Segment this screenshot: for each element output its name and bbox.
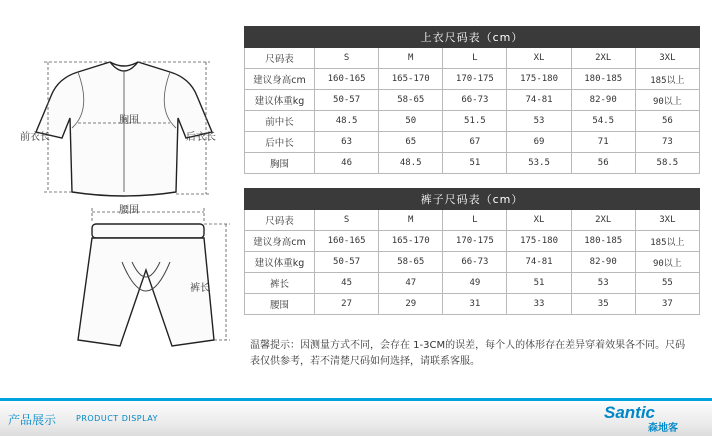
garment-illustration [0,0,240,380]
table-cell: 160-165 [315,231,379,252]
table-cell: 31 [443,294,507,315]
table-cell: 48.5 [315,111,379,132]
table-cell: 67 [443,132,507,153]
table-cell: 37 [635,294,699,315]
table-cell: 56 [635,111,699,132]
table-cell: 73 [635,132,699,153]
sizing-note: 温馨提示：因测量方式不同，会存在 1-3CM的误差，每个人的体形存在差异穿着效果各不同。尺码表仅供参考，若不清楚尺码如何选择，请联系客服。 [250,340,686,367]
table-header-cell: S [315,210,379,231]
table-header-cell: S [315,48,379,69]
table-cell: 51.5 [443,111,507,132]
table-cell: 90以上 [635,252,699,273]
table-row [245,252,700,273]
table-cell: 建议体重kg [245,90,315,111]
table-cell: 29 [379,294,443,315]
table-cell: 63 [315,132,379,153]
pants-size-table [244,188,700,315]
table-cell: 48.5 [379,153,443,174]
table-header-cell: XL [507,48,571,69]
size-diagram [0,0,240,380]
table-cell: 185以上 [635,69,699,90]
brand-name: Santic [604,403,656,422]
table-cell: 35 [571,294,635,315]
table-title-row [245,27,700,48]
table-cell: 后中长 [245,132,315,153]
table-cell: 160-165 [315,69,379,90]
table-row [245,111,700,132]
table-cell: 胸围 [245,153,315,174]
table-header-row [245,48,700,69]
table-cell: 74-81 [507,90,571,111]
table-cell: 185以上 [635,231,699,252]
table-cell: 50-57 [315,252,379,273]
table-cell: 82-90 [571,90,635,111]
table-cell: 27 [315,294,379,315]
table-header-cell: M [379,210,443,231]
table-cell: 175-180 [507,69,571,90]
table-cell: 47 [379,273,443,294]
table-cell: 建议身高cm [245,231,315,252]
table-cell: 175-180 [507,231,571,252]
table-cell: 50 [379,111,443,132]
tops-table-title: 上衣尺码表（cm） [245,27,700,48]
pants-length-label: 裤长 [190,283,210,294]
table-cell: 33 [507,294,571,315]
table-cell: 45 [315,273,379,294]
table-header-cell: 3XL [635,210,699,231]
front-length-label: 前衣长 [20,132,50,143]
table-cell: 55 [635,273,699,294]
table-cell: 180-185 [571,231,635,252]
table-title-row [245,189,700,210]
table-header-cell: M [379,48,443,69]
waist-label: 腰围 [119,205,139,216]
table-cell: 49 [443,273,507,294]
brand-name-cn: 森地客 [648,423,678,433]
table-cell: 58-65 [379,252,443,273]
footer-bar [0,398,712,436]
table-row [245,90,700,111]
table-cell: 66-73 [443,252,507,273]
table-header-cell: L [443,48,507,69]
table-header-cell: 2XL [571,210,635,231]
table-row [245,273,700,294]
table-header-cell: L [443,210,507,231]
table-cell: 66-73 [443,90,507,111]
table-cell: 53 [571,273,635,294]
table-cell: 裤长 [245,273,315,294]
santic-logo [602,401,702,433]
table-cell: 56 [571,153,635,174]
table-cell: 建议身高cm [245,69,315,90]
table-row [245,153,700,174]
table-header-cell: 2XL [571,48,635,69]
table-cell: 90以上 [635,90,699,111]
table-row [245,69,700,90]
table-cell: 51 [443,153,507,174]
table-cell: 53.5 [507,153,571,174]
table-cell: 165-170 [379,231,443,252]
table-header-row [245,210,700,231]
table-cell: 50-57 [315,90,379,111]
table-cell: 170-175 [443,69,507,90]
table-row [245,294,700,315]
table-cell: 71 [571,132,635,153]
pants-table-title: 裤子尺码表（cm） [245,189,700,210]
table-cell: 82-90 [571,252,635,273]
table-cell: 建议体重kg [245,252,315,273]
back-length-label: 后衣长 [186,132,216,143]
table-cell: 180-185 [571,69,635,90]
chest-label: 胸围 [119,115,139,126]
table-cell: 51 [507,273,571,294]
table-cell: 58-65 [379,90,443,111]
tops-size-table [244,26,700,174]
table-cell: 前中长 [245,111,315,132]
table-cell: 腰围 [245,294,315,315]
table-cell: 69 [507,132,571,153]
table-row [245,231,700,252]
table-cell: 74-81 [507,252,571,273]
table-cell: 53 [507,111,571,132]
table-header-cell: 尺码表 [245,210,315,231]
table-header-cell: 3XL [635,48,699,69]
table-header-cell: 尺码表 [245,48,315,69]
section-title-cn: 产品展示 [8,413,57,427]
table-row [245,132,700,153]
section-title-en: PRODUCT DISPLAY [76,414,159,423]
table-cell: 165-170 [379,69,443,90]
table-cell: 170-175 [443,231,507,252]
table-cell: 54.5 [571,111,635,132]
table-cell: 58.5 [635,153,699,174]
table-cell: 46 [315,153,379,174]
table-header-cell: XL [507,210,571,231]
table-cell: 65 [379,132,443,153]
